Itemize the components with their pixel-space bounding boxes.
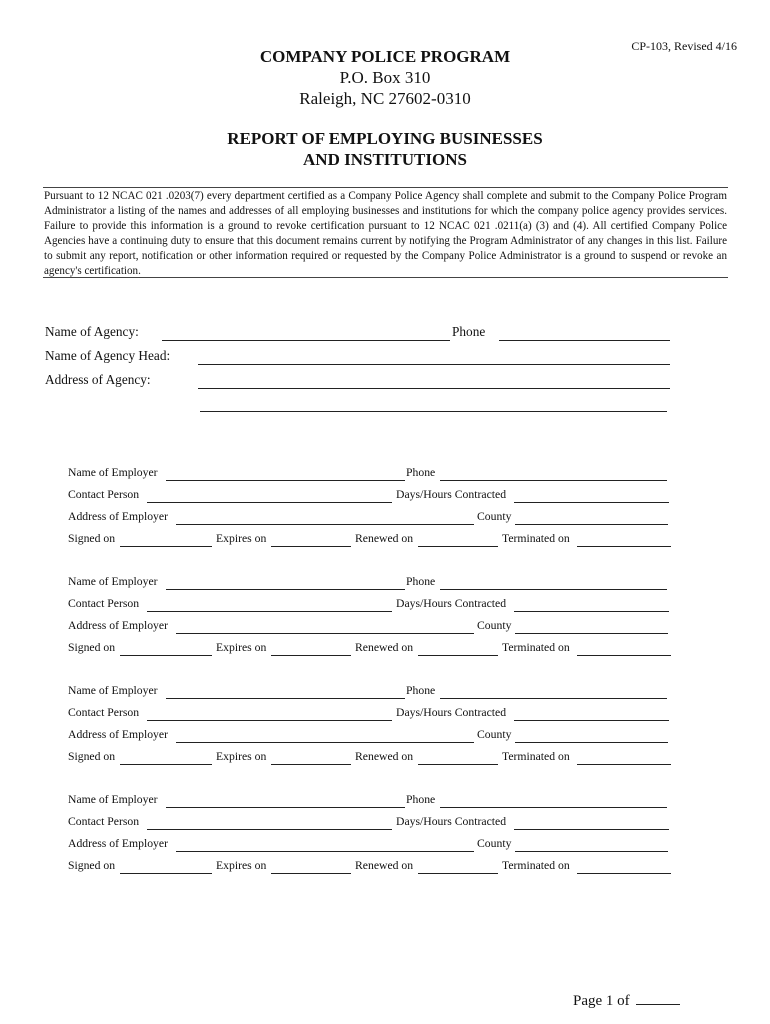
employer-3-days-hours-field[interactable] <box>514 707 669 721</box>
employer-3-county-label: County <box>477 728 512 741</box>
agency-head-field[interactable] <box>198 349 670 365</box>
employer-3-phone-label: Phone <box>406 684 436 697</box>
employer-2-phone-label: Phone <box>406 575 436 588</box>
employer-2-expires-field[interactable] <box>271 642 351 656</box>
program-address-line2: Raleigh, NC 27602-0310 <box>299 89 471 108</box>
employer-2-contact-field[interactable] <box>147 598 392 612</box>
page-total-field[interactable] <box>636 990 680 1005</box>
employer-3-renewed-label: Renewed on <box>355 750 414 763</box>
employer-3-expires-label: Expires on <box>216 750 267 763</box>
employer-1-name-field[interactable] <box>166 467 405 481</box>
employer-1-signed-label: Signed on <box>68 532 116 545</box>
employer-2-signed-label: Signed on <box>68 641 116 654</box>
employer-1-county-field[interactable] <box>515 511 668 525</box>
employer-4-address-label: Address of Employer <box>68 837 168 850</box>
employer-2-phone-field[interactable] <box>440 576 667 590</box>
employer-2-name-field[interactable] <box>166 576 405 590</box>
employer-4-renewed-label: Renewed on <box>355 859 414 872</box>
agency-name-field[interactable] <box>162 325 450 341</box>
employer-4-terminated-label: Terminated on <box>502 859 570 872</box>
employer-1-expires-label: Expires on <box>216 532 267 545</box>
program-address-line1: P.O. Box 310 <box>339 68 431 87</box>
employer-3-address-label: Address of Employer <box>68 728 168 741</box>
agency-phone-label: Phone <box>452 324 486 339</box>
employer-1-phone-label: Phone <box>406 466 436 479</box>
employer-1-terminated-label: Terminated on <box>502 532 570 545</box>
employer-2-county-label: County <box>477 619 512 632</box>
employer-4-expires-label: Expires on <box>216 859 267 872</box>
agency-phone-field[interactable] <box>499 325 670 341</box>
employer-2-terminated-field[interactable] <box>577 642 671 656</box>
employer-3-address-field[interactable] <box>176 729 474 743</box>
employer-3-terminated-label: Terminated on <box>502 750 570 763</box>
employer-1-terminated-field[interactable] <box>577 533 671 547</box>
employer-3-terminated-field[interactable] <box>577 751 671 765</box>
employer-2-address-field[interactable] <box>176 620 474 634</box>
employer-2-name-label: Name of Employer <box>68 575 158 588</box>
employer-2-terminated-label: Terminated on <box>502 641 570 654</box>
employer-3-contact-field[interactable] <box>147 707 392 721</box>
employer-4-name-label: Name of Employer <box>68 793 158 806</box>
employer-2-signed-field[interactable] <box>120 642 212 656</box>
employer-4-phone-field[interactable] <box>440 794 667 808</box>
employer-2-renewed-field[interactable] <box>418 642 498 656</box>
employer-1-contact-field[interactable] <box>147 489 392 503</box>
employer-2-renewed-label: Renewed on <box>355 641 414 654</box>
employer-4-contact-field[interactable] <box>147 816 392 830</box>
intro-bottom-rule <box>43 277 728 278</box>
employer-3-expires-field[interactable] <box>271 751 351 765</box>
employer-4-renewed-field[interactable] <box>418 860 498 874</box>
employer-4-name-field[interactable] <box>166 794 405 808</box>
intro-top-rule <box>43 187 728 188</box>
employer-1-address-field[interactable] <box>176 511 474 525</box>
agency-address-field-line2[interactable] <box>200 397 667 412</box>
employer-3-name-label: Name of Employer <box>68 684 158 697</box>
page-number-label: Page 1 of <box>573 993 630 1009</box>
employer-2-county-field[interactable] <box>515 620 668 634</box>
employer-2-address-label: Address of Employer <box>68 619 168 632</box>
employer-3-contact-label: Contact Person <box>68 706 140 719</box>
employer-4-signed-label: Signed on <box>68 859 116 872</box>
employer-1-address-label: Address of Employer <box>68 510 168 523</box>
employer-3-phone-field[interactable] <box>440 685 667 699</box>
employer-4-terminated-field[interactable] <box>577 860 671 874</box>
employer-4-address-field[interactable] <box>176 838 474 852</box>
employer-2-contact-label: Contact Person <box>68 597 140 610</box>
program-name: COMPANY POLICE PROGRAM <box>259 47 511 66</box>
employer-3-signed-field[interactable] <box>120 751 212 765</box>
intro-paragraph: Pursuant to 12 NCAC 021 .0203(7) every department certified as a Company Police Agency shall complete and submit to the Company Police Program Administrator a listing of the names and addresses of all employing businesses and institutions for which the company police agency provides services. Failure to provide this information is a ground to revoke certification pursuant to 12 NCAC 021 .0211(a) (3) and (4). All certified Company Police Agencies have a continuing duty to ensure that this document remains current by notifying the Program Administrator of any changes in this list. Failure to submit any report, notification or other information required or requested by the Company Police Administrator is a ground to suspend or revoke an agency's certification. <box>44 190 727 278</box>
report-title-line2: AND INSTITUTIONS <box>303 150 467 169</box>
employer-3-days-hours-label: Days/Hours Contracted <box>396 706 507 719</box>
employer-1-name-label: Name of Employer <box>68 466 158 479</box>
report-title-line1: REPORT OF EMPLOYING BUSINESSES <box>227 129 543 148</box>
employer-3-name-field[interactable] <box>166 685 405 699</box>
employer-4-phone-label: Phone <box>406 793 436 806</box>
employer-4-days-hours-field[interactable] <box>514 816 669 830</box>
employer-4-days-hours-label: Days/Hours Contracted <box>396 815 507 828</box>
employer-4-signed-field[interactable] <box>120 860 212 874</box>
employer-4-county-field[interactable] <box>515 838 668 852</box>
employer-1-signed-field[interactable] <box>120 533 212 547</box>
employer-1-expires-field[interactable] <box>271 533 351 547</box>
agency-head-label: Name of Agency Head: <box>45 348 171 363</box>
employer-3-county-field[interactable] <box>515 729 668 743</box>
employer-4-contact-label: Contact Person <box>68 815 140 828</box>
employer-4-expires-field[interactable] <box>271 860 351 874</box>
employer-1-renewed-field[interactable] <box>418 533 498 547</box>
agency-address-label: Address of Agency: <box>45 372 151 387</box>
employer-1-county-label: County <box>477 510 512 523</box>
employer-1-renewed-label: Renewed on <box>355 532 414 545</box>
employer-4-county-label: County <box>477 837 512 850</box>
agency-name-label: Name of Agency: <box>45 324 139 339</box>
employer-1-contact-label: Contact Person <box>68 488 140 501</box>
page-footer <box>573 990 680 1010</box>
employer-1-phone-field[interactable] <box>440 467 667 481</box>
employer-2-days-hours-label: Days/Hours Contracted <box>396 597 507 610</box>
agency-address-field[interactable] <box>198 373 670 389</box>
employer-1-days-hours-field[interactable] <box>514 489 669 503</box>
employer-1-days-hours-label: Days/Hours Contracted <box>396 488 507 501</box>
form-id: CP-103, Revised 4/16 <box>631 39 737 53</box>
employer-3-signed-label: Signed on <box>68 750 116 763</box>
employer-2-days-hours-field[interactable] <box>514 598 669 612</box>
employer-3-renewed-field[interactable] <box>418 751 498 765</box>
employer-2-expires-label: Expires on <box>216 641 267 654</box>
